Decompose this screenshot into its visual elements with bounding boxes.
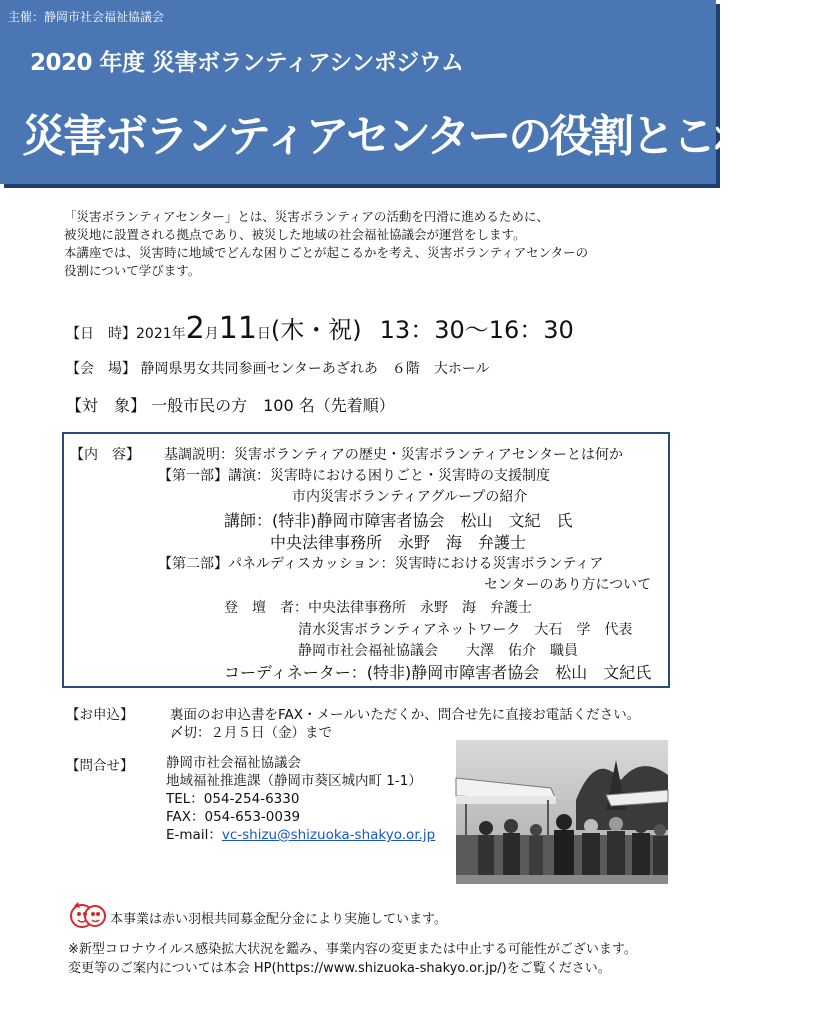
keynote-line: 基調説明：災害ボランティアの歴史・災害ボランティアセンターとは何か [164, 447, 624, 463]
red-feather-logo [68, 902, 108, 930]
organizer-text: 主催：静岡市社会福祉協議会 [8, 10, 165, 24]
panelist-line: 清水災害ボランティアネットワーク 大石 学 代表 [298, 622, 633, 638]
event-subtitle: 2020 年度 災害ボランティアシンポジウム [30, 50, 464, 76]
part2-line: 【第二部】パネルディスカッション：災害時における災害ボランティア [158, 556, 604, 572]
program-content-box [62, 432, 670, 688]
date-year: 2021 [136, 326, 172, 342]
contact-block [166, 754, 435, 844]
lecturer-line: 中央法律事務所 永野 海 弁護士 [270, 533, 527, 552]
email-link[interactable]: vc-shizu@shizuoka-shakyo.or.jp [221, 827, 436, 843]
contact-org: 静岡市社会福祉協議会 [166, 755, 301, 771]
date-month: 2 [185, 311, 205, 346]
header-banner [0, 0, 836, 184]
date-day-unit: 日 [256, 326, 271, 342]
notice-line: 変更等のご案内については本会 HP(https://www.shizuoka-shakyo.or.jp/)をご覧ください。 [68, 961, 611, 976]
intro-line: 役割について学びます。 [64, 263, 201, 278]
lecturer-line: 講師：(特非)静岡市障害者協会 松山 文紀 氏 [224, 511, 573, 530]
intro-line: 被災地に設置される拠点であり、被災した地域の社会福祉協議会が運営をします。 [64, 227, 526, 242]
date-day: 11 [218, 311, 257, 346]
panelist-line: 登 壇 者：中央法律事務所 永野 海 弁護士 [224, 600, 532, 616]
contact-tel: TEL：054-254-6330 [166, 791, 300, 807]
target-row [66, 393, 395, 416]
notice-line: ※新型コロナウイルス感染拡大状況を鑑み、事業内容の変更または中止する可能性がございます。 [68, 942, 637, 957]
intro-paragraph [64, 208, 664, 280]
part2-line: センターのあり方について [484, 577, 652, 593]
part1-line: 市内災害ボランティアグループの紹介 [292, 489, 528, 505]
venue-row [66, 358, 490, 378]
part1-line: 【第一部】講演：災害時における困りごと・災害時の支援制度 [158, 468, 550, 484]
date-month-unit: 月 [204, 326, 219, 342]
date-year-unit: 年 [171, 326, 186, 342]
coordinator-line: コーディネーター：(特非)静岡市障害者協会 松山 文紀氏 [224, 663, 652, 682]
red-feather-icon [68, 902, 108, 930]
venue-value: 静岡県男女共同参画センターあざれあ ６階 大ホール [140, 361, 490, 377]
panelist-line: 静岡市社会福祉協議会 大澤 佑介 職員 [298, 643, 578, 659]
content-label: 【内 容】 [70, 447, 140, 463]
email-label: E-mail： [166, 827, 222, 843]
application-deadline: 〆切：２月５日（金）まで [170, 725, 332, 741]
funding-note: 本事業は赤い羽根共同募金配分金により実施しています。 [110, 912, 447, 927]
application-label: 【お申込】 [66, 707, 134, 723]
intro-line: 本講座では、災害時に地域でどんな困りごとが起こるかを考え、災害ボランティアセンターの [64, 245, 589, 260]
intro-line: 「災害ボランティアセンター」とは、災害ボランティアの活動を円滑に進めるために、 [64, 209, 549, 224]
volunteer-photo [456, 740, 668, 884]
covid-notice [68, 940, 637, 978]
date-weekday: (木・祝) [270, 316, 362, 344]
application-text: 裏面のお申込書をFAX・メールいただくか、問合せ先に直接お電話ください。 [170, 707, 641, 723]
contact-fax: FAX：054-653-0039 [166, 809, 301, 825]
event-date-row [66, 310, 574, 346]
venue-label: 【会 場】 [66, 361, 136, 377]
contact-email-row [166, 826, 435, 844]
date-label: 【日 時】 [66, 326, 136, 342]
photo-image [456, 740, 668, 884]
target-label: 【対 象】 [66, 396, 147, 415]
page-title: 災害ボランティアセンターの役割とこれから [22, 111, 836, 162]
event-time: 13：30〜16：30 [379, 316, 574, 344]
contact-label: 【問合せ】 [66, 758, 134, 774]
contact-dept: 地域福祉推進課（静岡市葵区城内町 1-1） [166, 773, 422, 789]
target-value: 一般市民の方 100 名（先着順） [151, 396, 395, 415]
